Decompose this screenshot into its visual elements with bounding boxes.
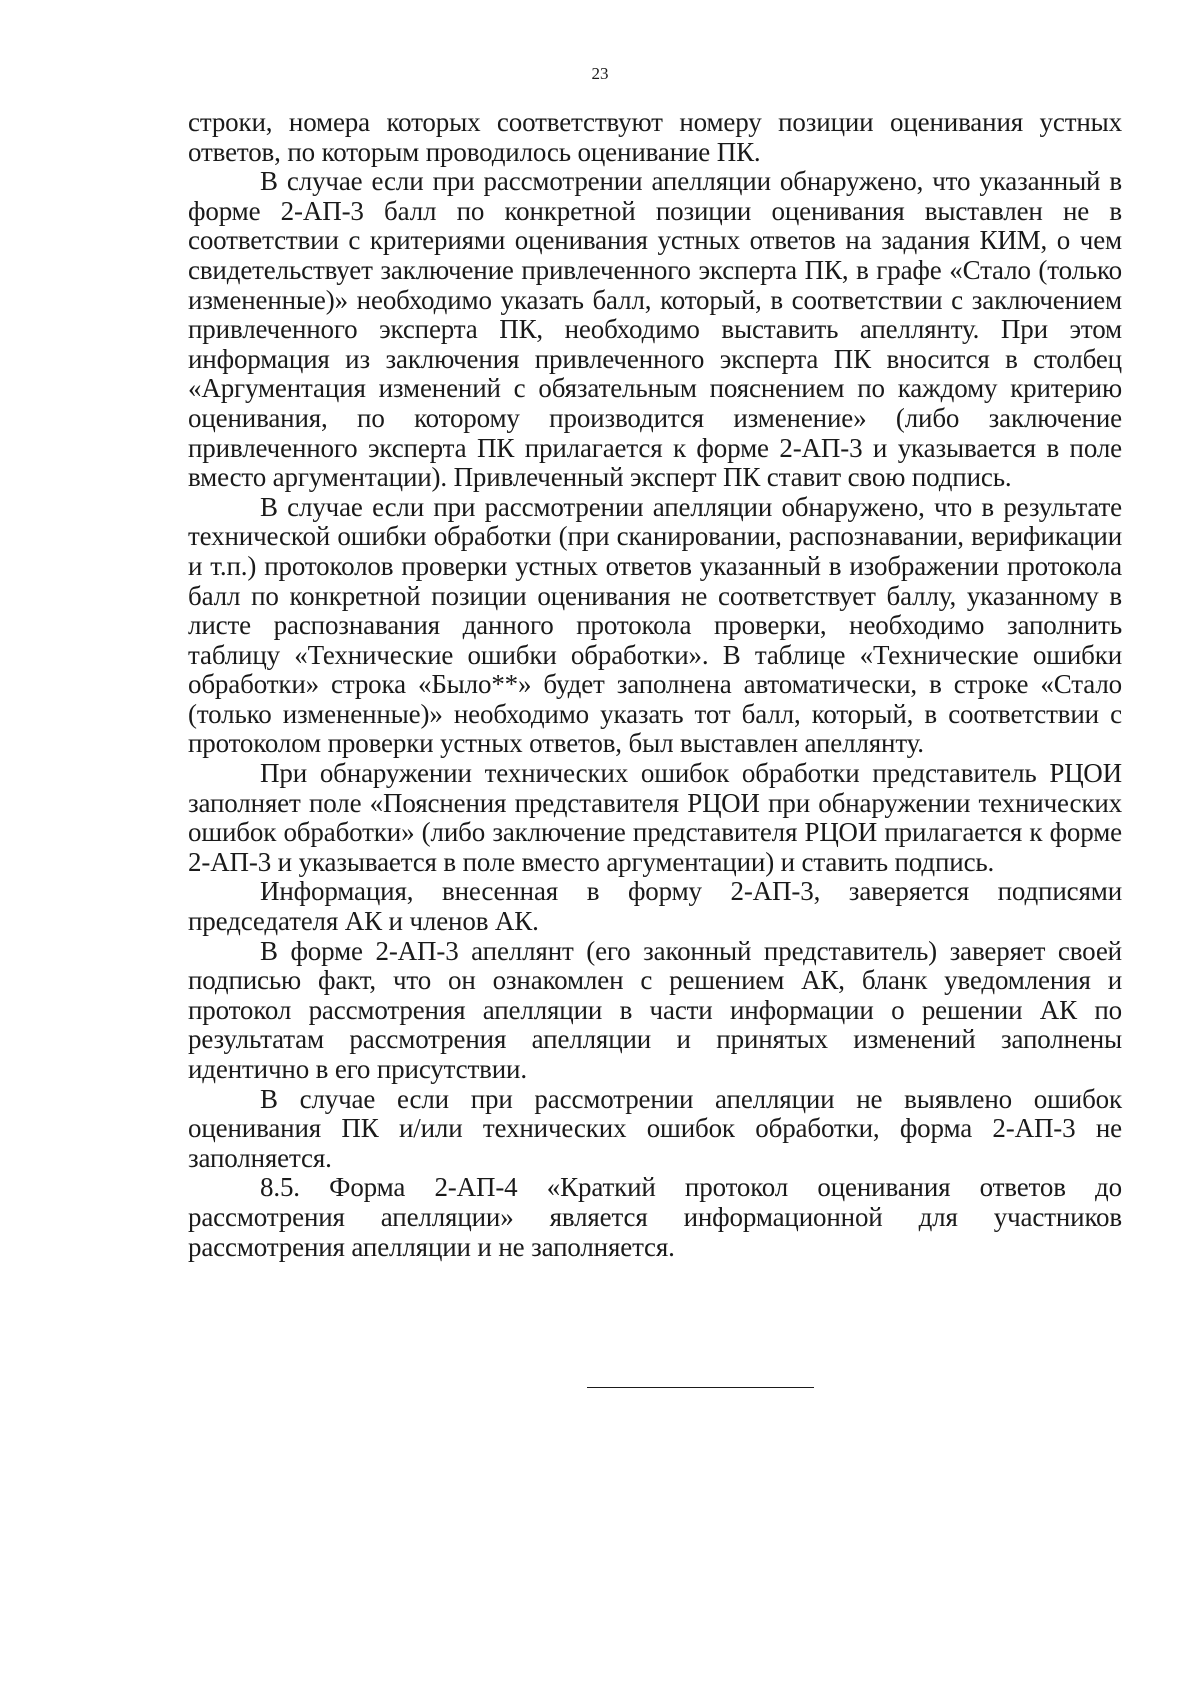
paragraph-technical-error: В случае если при рассмотрении апелляции обнаружено, что в результате технической ошибки обработки (при сканировании, распознавании, верификации и т.п.) протоколов проверки устных ответов указанный в изображении протокола балл по конкретной позиции оценивания не соответствует баллу, указанному в листе распознавания данного протокола проверки, необходимо заполнить таблицу «Технические ошибки обработки». В таблице «Технические ошибки обработки» строка «Было**» будет заполнена автоматически, в строке «Стало (только измененные)» необходимо указать тот балл, который, в соответствии с протоколом проверки устных ответов, был выставлен апеллянту. [188, 491, 1122, 759]
end-of-document-rule [587, 1387, 814, 1388]
paragraph-appellant-confirmation: В форме 2-АП-3 апеллянт (его законный представитель) заверяет своей подписью факт, что он ознакомлен с решением АК, бланк уведомления и протокол рассмотрения апелляции в части информации о решении АК по результатам рассмотрения апелляции и принятых изменений заполнены идентично в его присутствии. [188, 935, 1122, 1084]
document-body [188, 108, 1122, 1262]
page-number: 23 [591, 64, 609, 83]
paragraph-section-8-5: 8.5. Форма 2-АП-4 «Краткий протокол оценивания ответов до рассмотрения апелляции» является информационной для участников рассмотрения апелляции и не заполняется. [188, 1172, 1122, 1262]
paragraph-rcoi-explanation: При обнаружении технических ошибок обработки представитель РЦОИ заполняет поле «Пояснения представителя РЦОИ при обнаружении технических ошибок обработки» (либо заключение представителя РЦОИ прилагается к форме 2-АП-3 и указывается в поле вместо аргументации) и ставить подпись. [188, 758, 1122, 877]
paragraph-continuation: строки, номера которых соответствуют номеру позиции оценивания устных ответов, по которым проводилось оценивание ПК. [188, 107, 1122, 167]
paragraph-evaluation-error: В случае если при рассмотрении апелляции обнаружено, что указанный в форме 2-АП-3 балл по конкретной позиции оценивания выставлен не в соответствии с критериями оценивания устных ответов на задания КИМ, о чем свидетельствует заключение привлеченного эксперта ПК, в графе «Стало (только измененные)» необходимо указать балл, который, в соответствии с заключением привлеченного эксперта ПК, необходимо выставить апеллянту. При этом информация из заключения привлеченного эксперта ПК вносится в столбец «Аргументация изменений с обязательным пояснением по каждому критерию оценивания, по которому производится изменение» (либо заключение привлеченного эксперта ПК прилагается к форме 2-АП-3 и указывается в поле вместо аргументации). Привлеченный эксперт ПК ставит свою подпись. [188, 166, 1122, 493]
paragraph-no-errors: В случае если при рассмотрении апелляции не выявлено ошибок оценивания ПК и/или технических ошибок обработки, форма 2-АП-3 не заполняется. [188, 1083, 1122, 1173]
paragraph-signatures: Информация, внесенная в форму 2-АП-3, заверяется подписями председателя АК и членов АК. [188, 876, 1122, 937]
